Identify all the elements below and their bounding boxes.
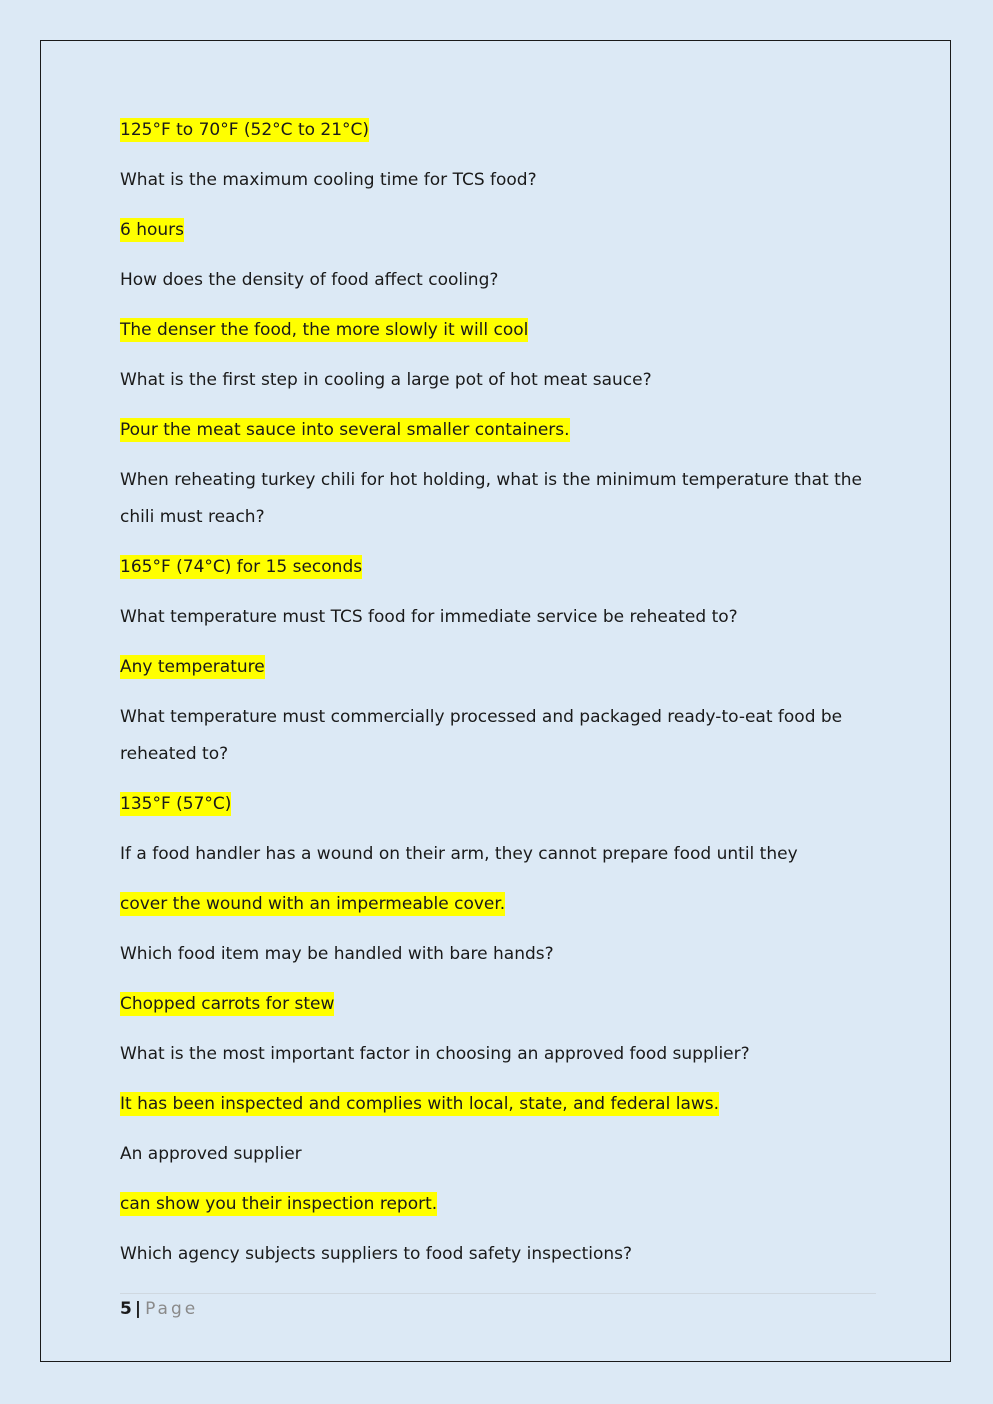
answer-highlight: It has been inspected and complies with local, state, and federal laws.	[120, 1094, 720, 1114]
answer-line	[120, 791, 876, 818]
answer-line	[120, 554, 876, 581]
answer-line	[120, 1191, 876, 1218]
question-line: Which food item may be handled with bare hands?	[120, 944, 554, 964]
answer-highlight: Any temperature	[120, 657, 265, 677]
answer-highlight: 6 hours	[120, 220, 185, 240]
answer-highlight: The denser the food, the more slowly it will cool	[120, 320, 529, 340]
document-body	[120, 117, 876, 1291]
answer-line	[120, 654, 876, 681]
question-line: An approved supplier	[120, 1144, 302, 1164]
answer-line	[120, 891, 876, 918]
question-line: What temperature must TCS food for immediate service be reheated to?	[120, 607, 738, 627]
answer-highlight: Pour the meat sauce into several smaller containers.	[120, 420, 570, 440]
answer-highlight: 125°F to 70°F (52°C to 21°C)	[120, 120, 370, 140]
page-separator: |	[134, 1299, 142, 1319]
answer-line	[120, 117, 876, 144]
page-number: 5	[120, 1299, 132, 1319]
page-footer	[120, 1293, 876, 1319]
answer-line	[120, 417, 876, 444]
answer-line	[120, 991, 876, 1018]
answer-highlight: 135°F (57°C)	[120, 794, 232, 814]
question-line: What is the maximum cooling time for TCS food?	[120, 170, 537, 190]
question-line: If a food handler has a wound on their arm, they cannot prepare food until they	[120, 844, 798, 864]
answer-line	[120, 1091, 876, 1118]
answer-line	[120, 217, 876, 244]
question-line: How does the density of food affect cooling?	[120, 270, 499, 290]
question-line: When reheating turkey chili for hot holding, what is the minimum temperature that the chili must reach?	[120, 470, 863, 527]
question-line: What is the first step in cooling a large pot of hot meat sauce?	[120, 370, 652, 390]
question-line: Which agency subjects suppliers to food safety inspections?	[120, 1244, 633, 1264]
answer-highlight: cover the wound with an impermeable cover.	[120, 894, 506, 914]
page-label: Page	[145, 1299, 199, 1319]
answer-highlight: Chopped carrots for stew	[120, 994, 335, 1014]
question-line: What is the most important factor in choosing an approved food supplier?	[120, 1044, 750, 1064]
question-line: What temperature must commercially processed and packaged ready-to-eat food be reheated to?	[120, 707, 843, 764]
answer-line	[120, 317, 876, 344]
answer-highlight: 165°F (74°C) for 15 seconds	[120, 557, 363, 577]
answer-highlight: can show you their inspection report.	[120, 1194, 438, 1214]
